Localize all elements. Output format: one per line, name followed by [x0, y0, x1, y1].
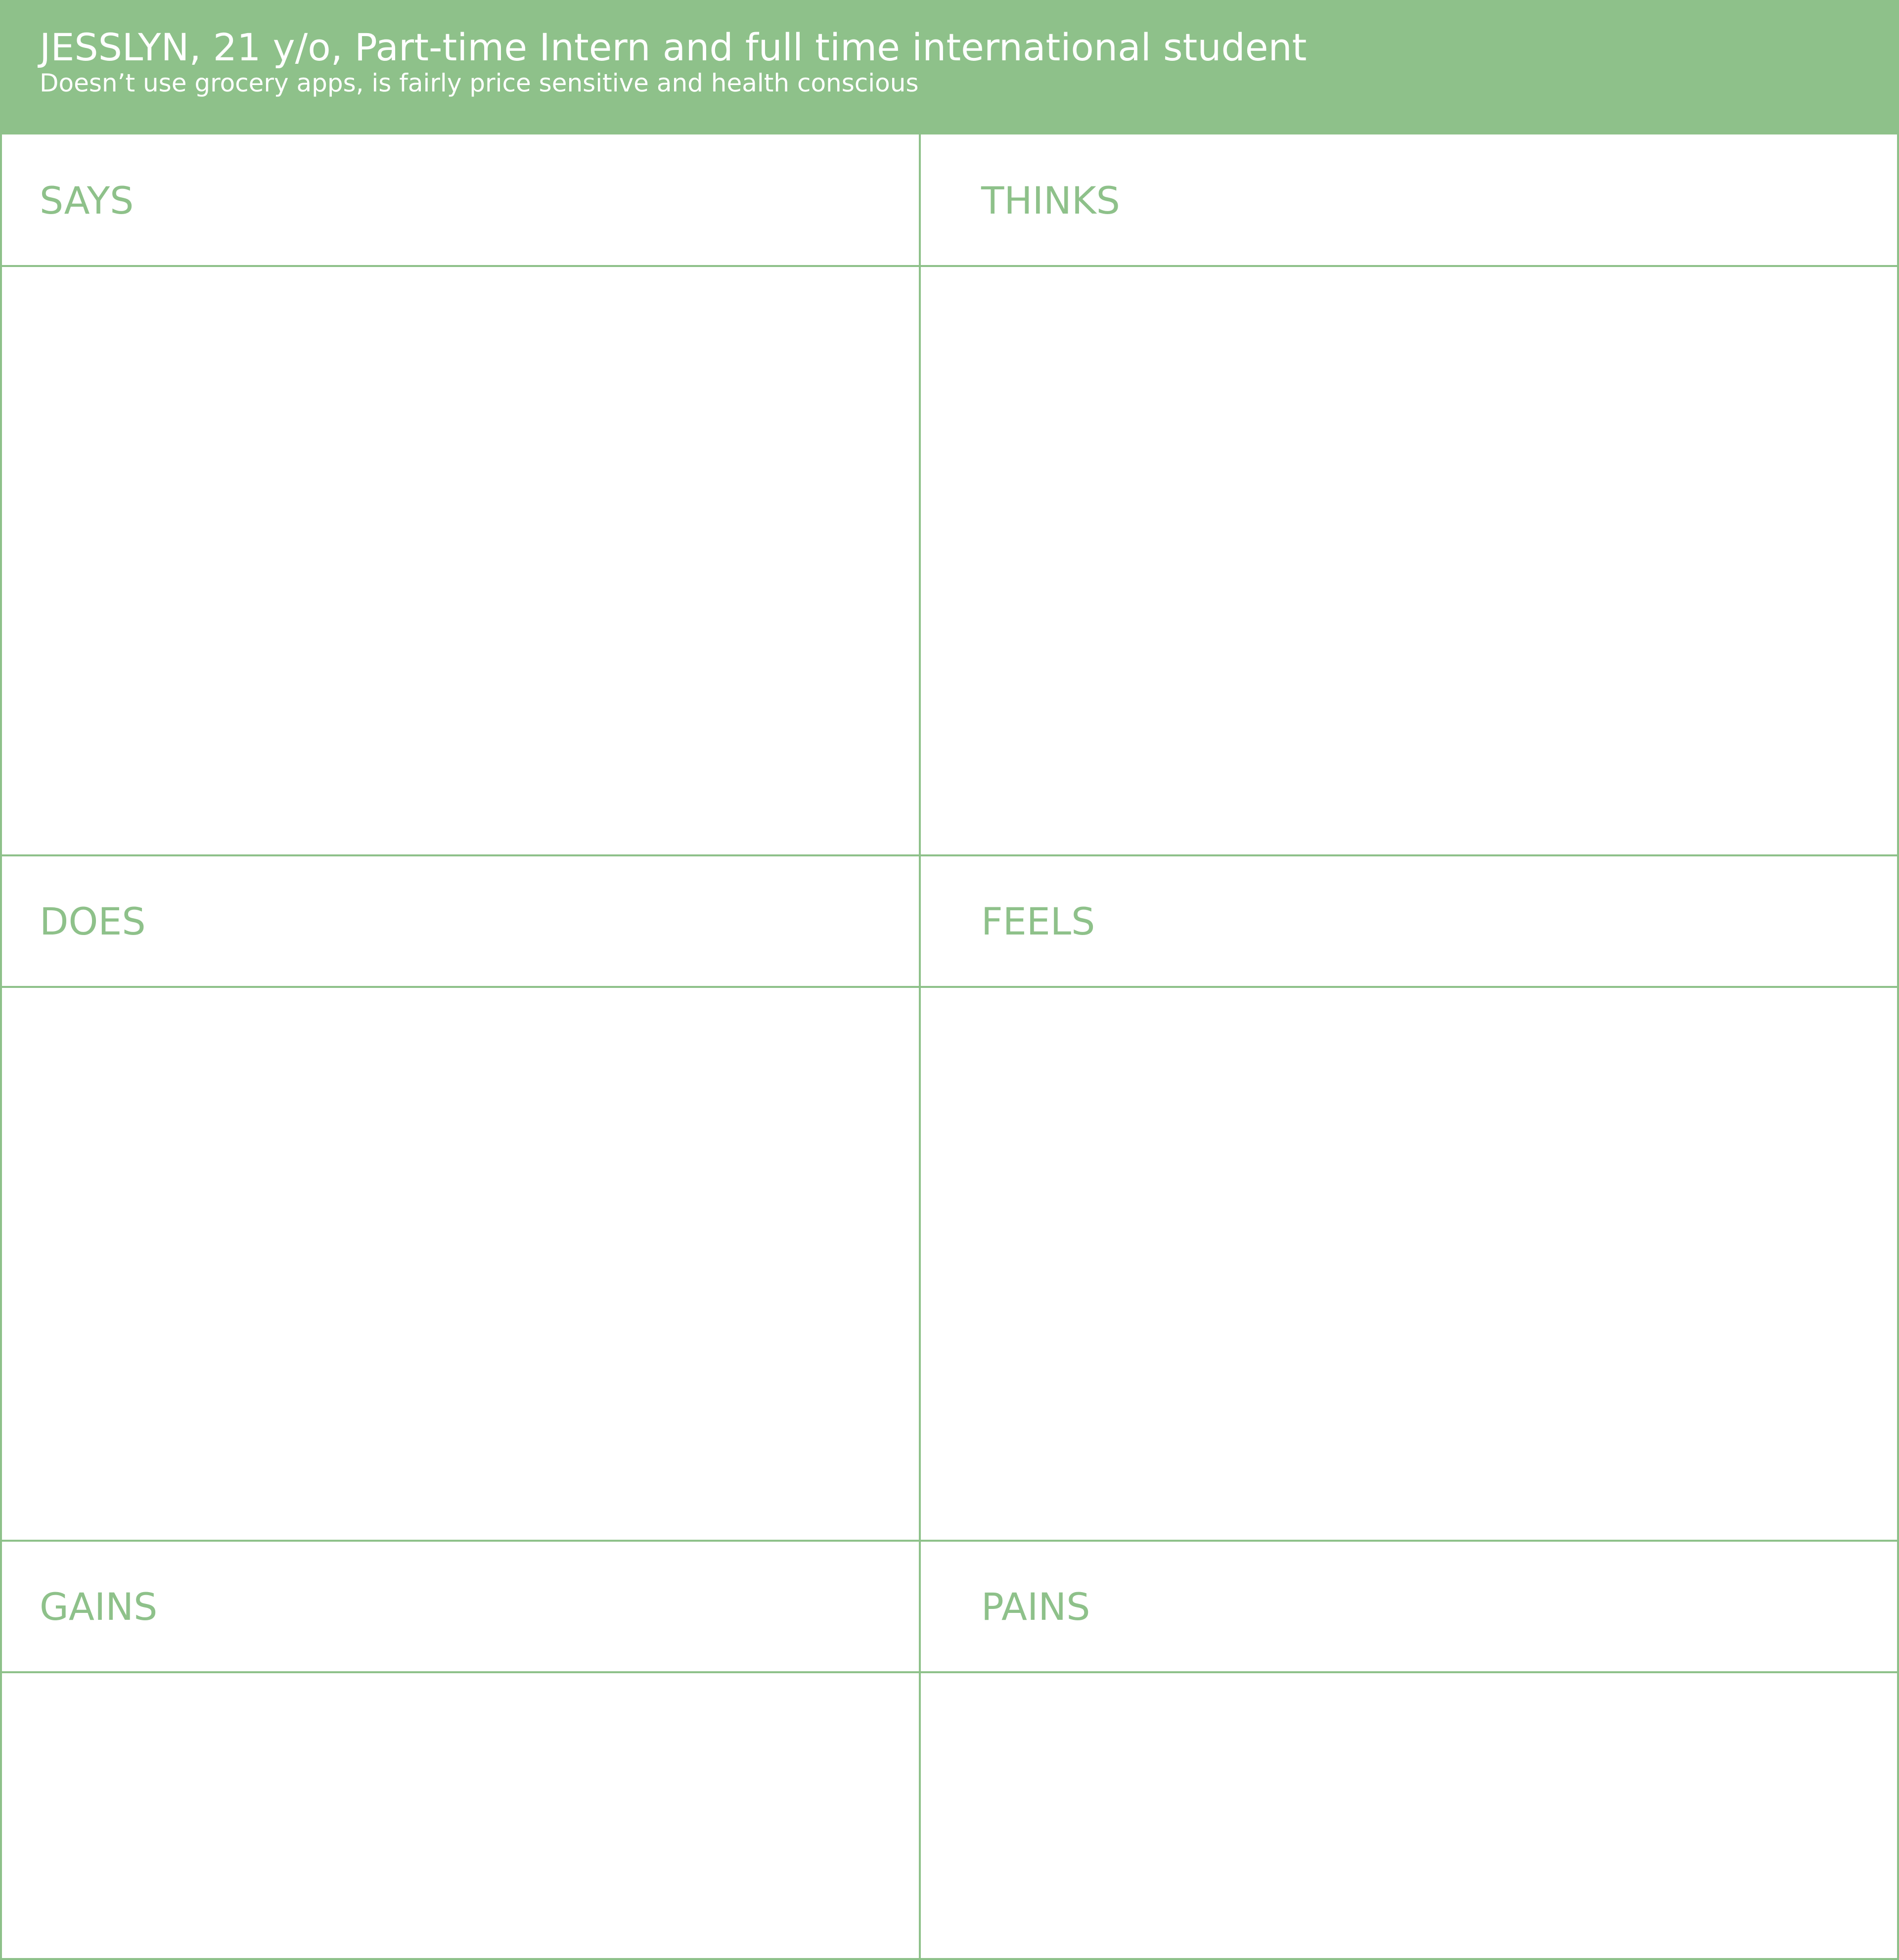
- says-content[interactable]: [2, 267, 919, 854]
- persona-header: [0, 0, 1899, 134]
- feels-content[interactable]: [921, 988, 1897, 1540]
- does-label: DOES: [40, 899, 146, 943]
- says-label: SAYS: [40, 178, 134, 223]
- thinks-label: THINKS: [981, 178, 1120, 223]
- does-content[interactable]: [2, 988, 919, 1540]
- pains-content[interactable]: [921, 1673, 1897, 1958]
- persona-subtitle: Doesn’t use grocery apps, is fairly price sensitive and health conscious: [40, 69, 919, 97]
- thinks-content[interactable]: [921, 267, 1897, 854]
- persona-title: JESSLYN, 21 y/o, Part-time Intern and full time international student: [40, 25, 1307, 69]
- feels-label: FEELS: [981, 899, 1095, 943]
- gains-label: GAINS: [40, 1585, 158, 1629]
- row-divider-does-body: [0, 1540, 1899, 1542]
- row-divider-says-body: [0, 854, 1899, 856]
- gains-content[interactable]: [2, 1673, 919, 1958]
- pains-label: PAINS: [981, 1585, 1090, 1629]
